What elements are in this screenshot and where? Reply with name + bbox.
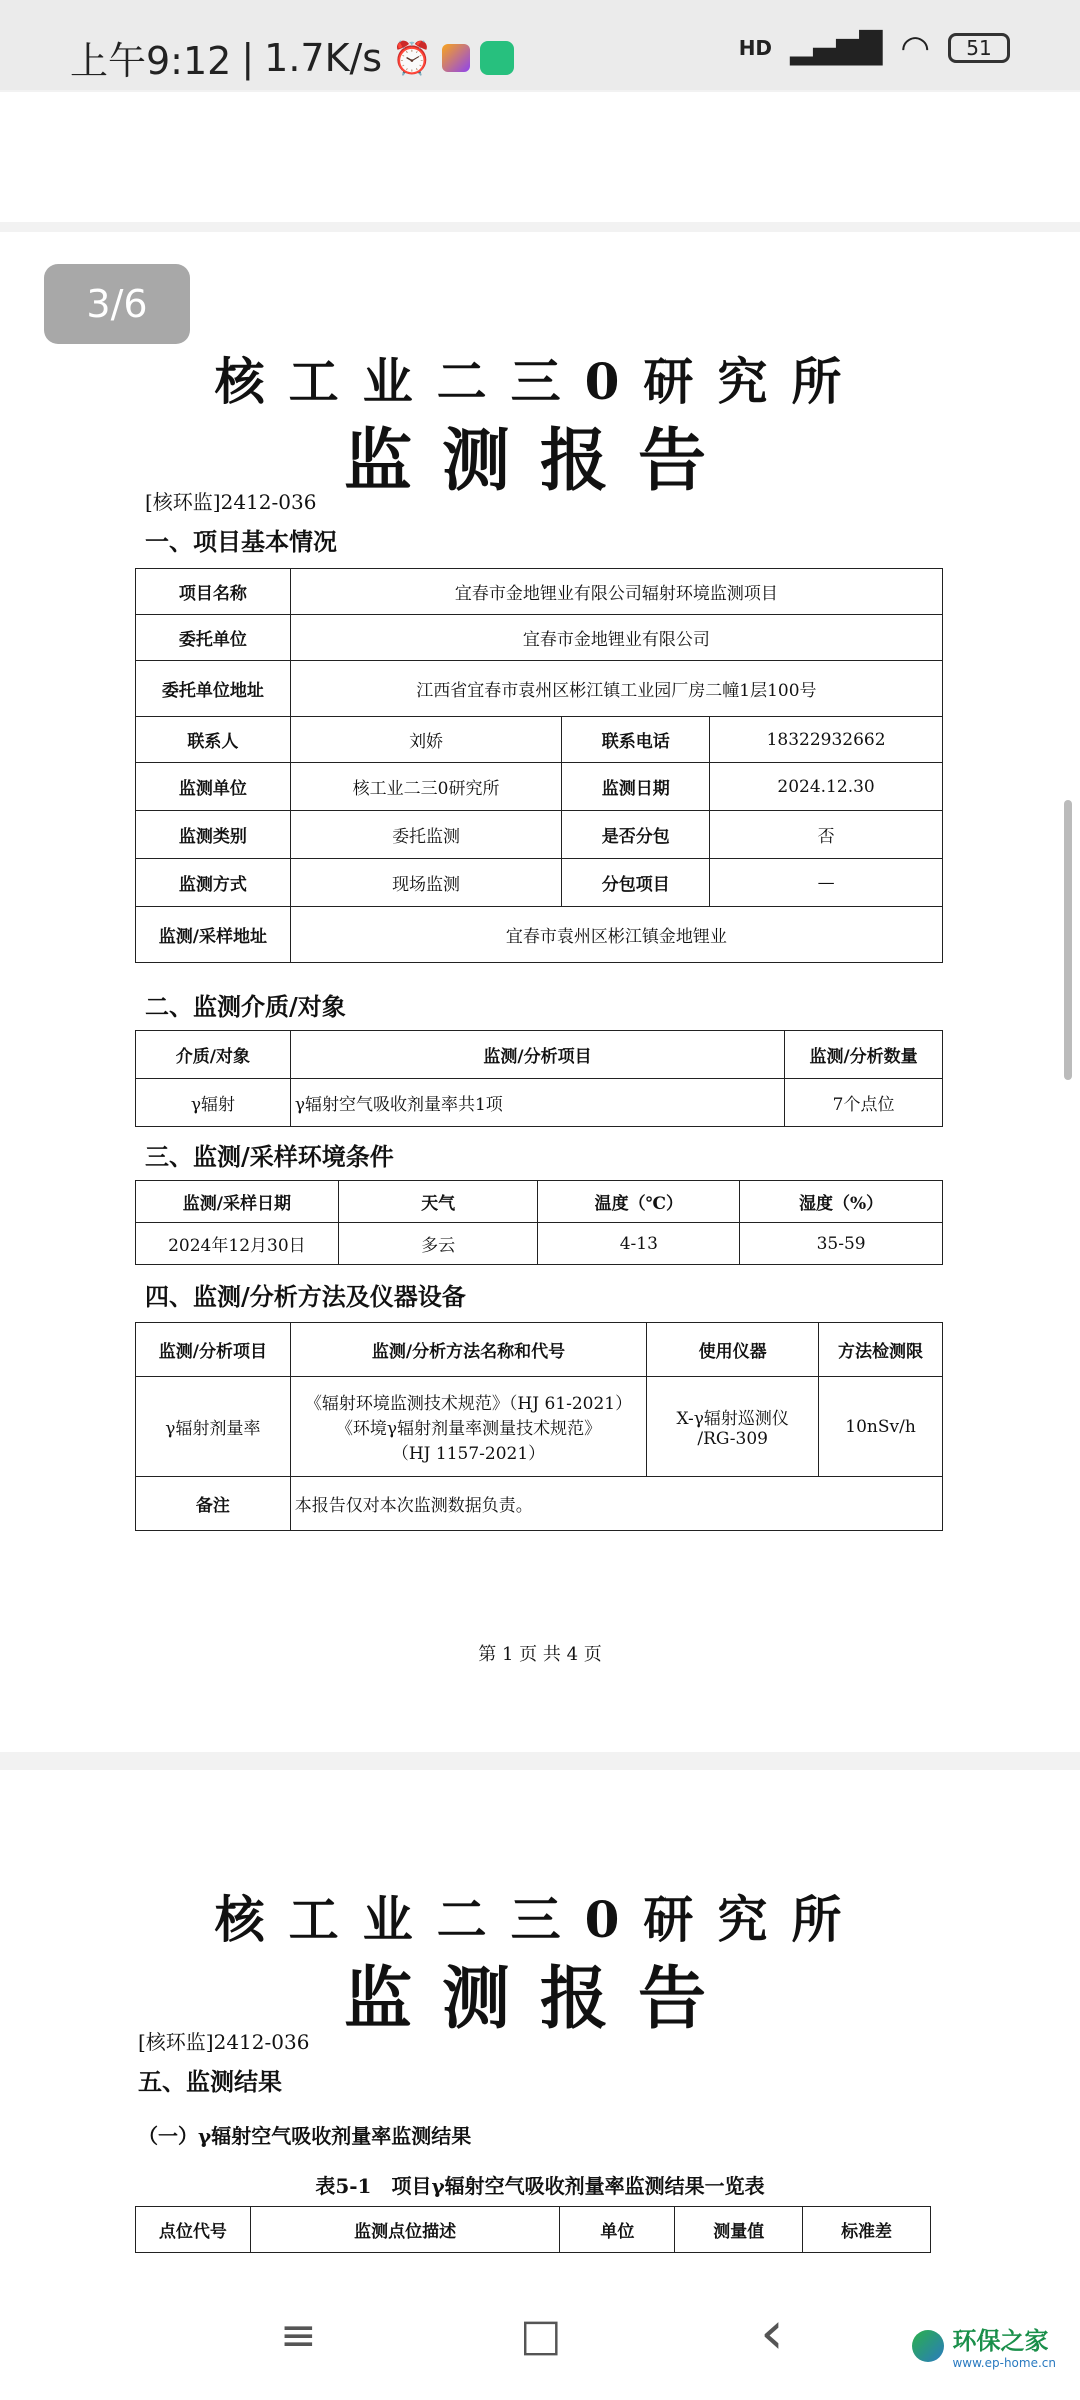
menu-button[interactable]: ≡ <box>280 2310 317 2361</box>
status-bar <box>0 0 1080 90</box>
doc-number-2: [核环监]2412-036 <box>138 2030 310 2054</box>
results-table: 点位代号 监测点位描述 单位 测量值 标准差 <box>135 2206 931 2253</box>
alarm-icon: ⏰ <box>392 38 432 77</box>
subsection-title: （一）γ辐射空气吸收剂量率监测结果 <box>138 2124 472 2148</box>
doc-number: [核环监]2412-036 <box>145 490 317 514</box>
clock: 上午9:12 <box>70 39 232 83</box>
report-title-2: 监测报告 <box>343 1959 736 2039</box>
media-table: 介质/对象 监测/分析项目 监测/分析数量 γ辐射 γ辐射空气吸收剂量率共1项 7个点位 <box>135 1030 943 1127</box>
scrollbar-thumb[interactable] <box>1064 800 1072 1080</box>
table-title: 表5-1 项目γ辐射空气吸收剂量率监测结果一览表 <box>315 2174 765 2198</box>
section-5-title: 五、监测结果 <box>138 2067 282 2096</box>
video-app-icon <box>442 44 470 72</box>
navigation-bar <box>0 2270 1080 2400</box>
status-left: 上午9:12 | 1.7K/s ⏰ <box>70 30 514 85</box>
page-counter: 3/6 <box>44 264 190 344</box>
wifi-icon: ◠ <box>900 28 930 68</box>
next-page[interactable] <box>0 1770 1080 2270</box>
basic-info-table: 项目名称 宜春市金地锂业有限公司辐射环境监测项目 委托单位 宜春市金地锂业有限公司 委托单位地址 江西省宜春市袁州区彬江镇工业园厂房二幢1层100号 联系人 刘娇 联系电话 18322932662 监测单位 核工业二三0研究所 监测日期 2024.12.30 监测类别 委托监测 是否分包 否 监测方式 现场监测 分包项目 — 监测/采样地址 宜春市袁州区彬江镇金地锂业 <box>135 568 943 963</box>
environment-table: 监测/采样日期 天气 温度（℃） 湿度（%） 2024年12月30日 多云 4-13 35-59 <box>135 1180 943 1265</box>
page-footer: 第 1 页 共 4 页 <box>478 1644 602 1665</box>
signal-icon: ▂▄▆█ <box>790 30 883 66</box>
status-right <box>739 28 1010 68</box>
section-3-title: 三、监测/采样环境条件 <box>145 1142 394 1171</box>
method-table: 监测/分析项目 监测/分析方法名称和代号 使用仪器 方法检测限 γ辐射剂量率 《辐射环境监测技术规范》（HJ 61-2021） 《环境γ辐射剂量率测量技术规范》 （HJ 1157-2021） X-γ辐射巡测仪 /RG-309 10nSv/h 备注 本报告仅对本次监测数据负责。 <box>135 1322 943 1531</box>
institute-name: 核工业二三0研究所 <box>214 352 866 411</box>
network-type: HD <box>738 36 773 60</box>
institute-name-2: 核工业二三0研究所 <box>214 1890 866 1949</box>
leaf-logo-icon <box>912 2330 944 2362</box>
battery-icon: 51 <box>948 33 1010 63</box>
document-page[interactable] <box>0 232 1080 1752</box>
back-button[interactable]: ‹ <box>760 2298 784 2368</box>
home-button[interactable]: □ <box>520 2310 562 2361</box>
section-4-title: 四、监测/分析方法及仪器设备 <box>145 1282 466 1311</box>
previous-page <box>0 92 1080 222</box>
net-speed: 1.7K/s <box>264 35 383 80</box>
section-1-title: 一、项目基本情况 <box>145 527 337 556</box>
watermark: 环保之家 www.ep-home.cn <box>912 2321 1056 2370</box>
section-2-title: 二、监测介质/对象 <box>145 992 346 1021</box>
report-title: 监测报告 <box>343 421 736 501</box>
mi-app-icon <box>480 41 514 75</box>
